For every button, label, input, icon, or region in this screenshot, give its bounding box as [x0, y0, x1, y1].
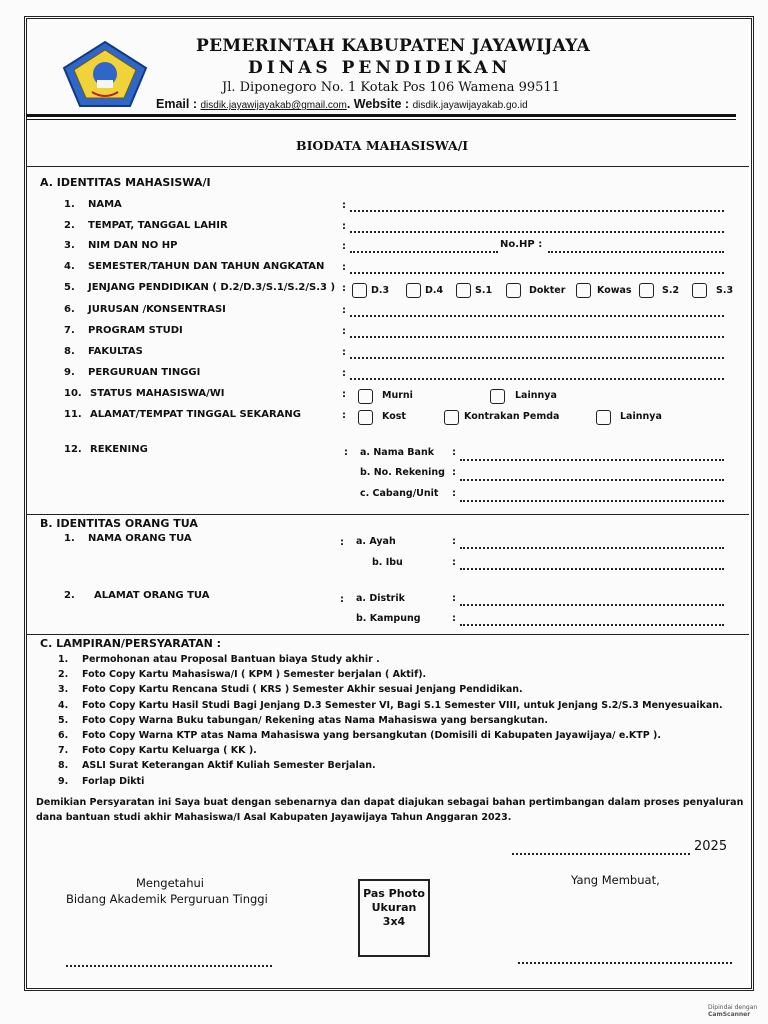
alamat-kontrakan-checkbox[interactable] — [444, 410, 459, 425]
acknowledged-label: Mengetahui — [136, 876, 204, 890]
ibu-label: b. Ibu — [372, 557, 403, 568]
field-input[interactable] — [350, 272, 724, 274]
jenjang-kowas-checkbox[interactable] — [576, 283, 591, 298]
requirement-number: 7. — [58, 745, 69, 757]
section-a-heading: A. IDENTITAS MAHASISWA/I — [40, 176, 211, 189]
regency-emblem-icon — [62, 40, 148, 108]
header-rule-thin — [26, 119, 736, 120]
field-number: 1. — [64, 199, 75, 210]
section-divider — [27, 634, 749, 635]
distrik-label: a. Distrik — [356, 593, 405, 604]
field-colon: : — [342, 221, 346, 232]
requirement-number: 4. — [58, 699, 69, 711]
field-number: 3. — [64, 240, 75, 251]
photo-line-3: 3x4 — [382, 915, 406, 928]
field-label: JURUSAN /KONSENTRASI — [88, 304, 226, 315]
nama-bank-label: a. Nama Bank — [360, 447, 435, 458]
field-number: 8. — [64, 346, 75, 357]
requirement-number: 8. — [58, 760, 69, 772]
field-input[interactable] — [350, 336, 724, 338]
nama-bank-field[interactable] — [460, 459, 724, 461]
kampung-field[interactable] — [460, 624, 724, 626]
photo-line-2: Ukuran — [371, 901, 417, 914]
jenjang-s1-checkbox[interactable] — [456, 283, 471, 298]
scanner-line-2: CamScanner — [708, 1011, 751, 1018]
photo-placeholder-box — [358, 879, 430, 957]
field-label: TEMPAT, TANGGAL LAHIR — [88, 220, 228, 231]
scanner-watermark — [708, 1004, 757, 1018]
distrik-field[interactable] — [460, 604, 724, 606]
field-label: PERGURUAN TINGGI — [88, 367, 201, 378]
ayah-colon: : — [452, 536, 456, 547]
form-title: BIODATA MAHASISWA/I — [296, 138, 469, 153]
field-label: STATUS MAHASISWA/WI — [90, 388, 225, 399]
ibu-colon: : — [452, 557, 456, 568]
nohp-label: No.HP : — [500, 239, 543, 250]
field-label: SEMESTER/TAHUN DAN TAHUN ANGKATAN — [88, 261, 325, 272]
document-border — [24, 16, 754, 991]
parent-name-label: NAMA ORANG TUA — [88, 533, 192, 544]
jenjang-d3-checkbox[interactable] — [352, 283, 367, 298]
jenjang-s1-label: S.1 — [475, 285, 493, 296]
applicant-label: Yang Membuat, — [571, 873, 660, 887]
field-label: PROGRAM STUDI — [88, 325, 183, 336]
distrik-colon: : — [452, 593, 456, 604]
office-address: Jl. Diponegoro No. 1 Kotak Pos 106 Wamena 99511 — [222, 80, 560, 95]
field-input[interactable] — [350, 231, 724, 233]
field-label: NAMA — [88, 199, 122, 210]
email-link[interactable]: disdik.jayawijayakab@gmail.com — [200, 100, 347, 111]
field-colon: : — [342, 262, 346, 273]
statement-line-1: Demikian Persyaratan ini Saya buat dengan sebenarnya dan dapat diajukan sebagai bahan pertimbangan dalam proses penyaluran — [36, 797, 744, 808]
parent-name-number: 1. — [64, 533, 75, 544]
field-label: JENJANG PENDIDIKAN ( D.2/D.3/S.1/S.2/S.3 ) — [88, 282, 336, 293]
no-rekening-field[interactable] — [460, 479, 724, 481]
scanner-line-1: Dipindai dengan — [708, 1004, 758, 1011]
status-lainnya-checkbox[interactable] — [490, 389, 505, 404]
phone-field[interactable] — [548, 251, 724, 253]
field-input[interactable] — [350, 357, 724, 359]
section-divider — [27, 514, 749, 515]
field-input[interactable] — [350, 315, 724, 317]
department-name: DINAS PENDIDIKAN — [248, 58, 512, 78]
field-colon: : — [342, 347, 346, 358]
requirement-item: Foto Copy Warna Buku tabungan/ Rekening atas Nama Mahasiswa yang bersangkutan. — [82, 714, 548, 726]
field-colon: : — [342, 410, 346, 421]
requirement-number: 1. — [58, 654, 69, 665]
status-murni-checkbox[interactable] — [358, 389, 373, 404]
field-number: 2. — [64, 220, 75, 231]
status-lainnya-label: Lainnya — [515, 390, 557, 401]
field-colon: : — [342, 305, 346, 316]
jenjang-d3-label: D.3 — [371, 285, 390, 296]
government-name: PEMERINTAH KABUPATEN JAYAWIJAYA — [196, 36, 591, 56]
email-label: Email : — [156, 97, 197, 111]
requirement-item: ASLI Surat Keterangan Aktif Kuliah Semester Berjalan. — [82, 760, 376, 772]
kampung-label: b. Kampung — [356, 613, 421, 624]
date-field[interactable] — [512, 853, 690, 855]
field-colon: : — [342, 326, 346, 337]
jenjang-s3-checkbox[interactable] — [692, 283, 707, 298]
parent-address-colon: : — [340, 594, 344, 605]
no-rekening-label: b. No. Rekening — [360, 467, 445, 478]
field-number: 9. — [64, 367, 75, 378]
parent-name-colon: : — [340, 537, 344, 548]
jenjang-dokter-label: Dokter — [529, 285, 566, 296]
contact-line — [156, 97, 528, 111]
alamat-lainnya-checkbox[interactable] — [596, 410, 611, 425]
requirement-number: 5. — [58, 714, 69, 726]
requirement-number: 9. — [58, 775, 69, 787]
statement-line-2: dana bantuan studi akhir Mahasiswa/I Asal Kabupaten Jayawijaya Tahun Anggaran 2023. — [36, 812, 512, 823]
jenjang-s2-label: S.2 — [662, 285, 680, 296]
requirement-item: Foto Copy Kartu Hasil Studi Bagi Jenjang D.3 Semester VI, Bagi S.1 Semester VIII, untuk Jenjang S.2/S.3 Menyesuaikan. — [82, 699, 723, 711]
requirement-number: 6. — [58, 730, 69, 741]
requirement-item: Permohonan atau Proposal Bantuan biaya Study akhir . — [82, 654, 380, 665]
field-colon: : — [342, 389, 346, 400]
kampung-colon: : — [452, 613, 456, 624]
field-number: 10. — [64, 388, 82, 399]
field-label: ALAMAT/TEMPAT TINGGAL SEKARANG — [90, 409, 301, 420]
field-colon: : — [342, 368, 346, 379]
section-c-heading: C. LAMPIRAN/PERSYARATAN : — [40, 637, 222, 650]
requirement-item: Foto Copy Warna KTP atas Nama Mahasiswa yang bersangkutan (Domisili di Kabupaten Jayawijaya/ e.KTP ). — [82, 730, 661, 741]
jenjang-dokter-checkbox[interactable] — [506, 283, 521, 298]
field-label: NIM DAN NO HP — [88, 240, 178, 251]
requirement-number: 2. — [58, 669, 69, 681]
field-colon: : — [342, 283, 346, 294]
alamat-kost-label: Kost — [382, 411, 406, 422]
jenjang-d4-checkbox[interactable] — [406, 283, 421, 298]
field-label: REKENING — [90, 444, 148, 455]
website-label: . Website : — [346, 97, 410, 111]
right-signature-line[interactable] — [518, 962, 732, 964]
field-number: 11. — [64, 409, 82, 420]
parent-address-label: ALAMAT ORANG TUA — [94, 590, 210, 601]
section-divider — [27, 166, 749, 167]
field-input[interactable] — [350, 378, 724, 380]
alamat-lainnya-label: Lainnya — [620, 411, 662, 422]
field-colon: : — [342, 200, 346, 211]
photo-line-1: Pas Photo — [363, 887, 425, 900]
status-murni-label: Murni — [382, 390, 413, 401]
requirement-item: Foto Copy Kartu Mahasiswa/I ( KPM ) Semester berjalan ( Aktif). — [82, 669, 427, 681]
cabang-colon: : — [452, 488, 456, 499]
field-number: 5. — [64, 282, 75, 293]
nim-field[interactable] — [350, 251, 498, 253]
website-link[interactable]: disdik.jayawijayakab.go.id — [412, 100, 528, 111]
left-signature-line[interactable] — [66, 965, 272, 967]
cabang-label: c. Cabang/Unit — [360, 488, 439, 499]
requirement-number: 3. — [58, 684, 69, 696]
alamat-kontrakan-label: Kontrakan Pemda — [464, 411, 560, 422]
signature-year: 2025 — [694, 839, 728, 854]
jenjang-s3-label: S.3 — [716, 285, 734, 296]
ayah-label: a. Ayah — [356, 536, 396, 547]
cabang-field[interactable] — [460, 500, 724, 502]
field-number: 7. — [64, 325, 75, 336]
ayah-field[interactable] — [460, 547, 724, 549]
rekening-colon: : — [344, 447, 348, 458]
ibu-field[interactable] — [460, 568, 724, 570]
academic-division-label: Bidang Akademik Perguruan Tinggi — [66, 892, 268, 906]
field-number: 6. — [64, 304, 75, 315]
jenjang-kowas-label: Kowas — [597, 285, 632, 296]
jenjang-d4-label: D.4 — [425, 285, 444, 296]
field-label: FAKULTAS — [88, 346, 143, 357]
no-rekening-colon: : — [452, 467, 456, 478]
jenjang-s2-checkbox[interactable] — [639, 283, 654, 298]
nama-bank-colon: : — [452, 447, 456, 458]
alamat-kost-checkbox[interactable] — [358, 410, 373, 425]
requirement-item: Forlap Dikti — [82, 775, 145, 787]
field-colon: : — [342, 241, 346, 252]
field-number: 4. — [64, 261, 75, 272]
parent-address-number: 2. — [64, 590, 75, 601]
section-b-heading: B. IDENTITAS ORANG TUA — [40, 517, 198, 530]
header-rule — [26, 114, 736, 117]
field-input[interactable] — [350, 210, 724, 212]
field-number: 12. — [64, 444, 82, 455]
requirement-item: Foto Copy Kartu Rencana Studi ( KRS ) Semester Akhir sesuai Jenjang Pendidikan. — [82, 684, 523, 696]
requirement-item: Foto Copy Kartu Keluarga ( KK ). — [82, 745, 257, 757]
